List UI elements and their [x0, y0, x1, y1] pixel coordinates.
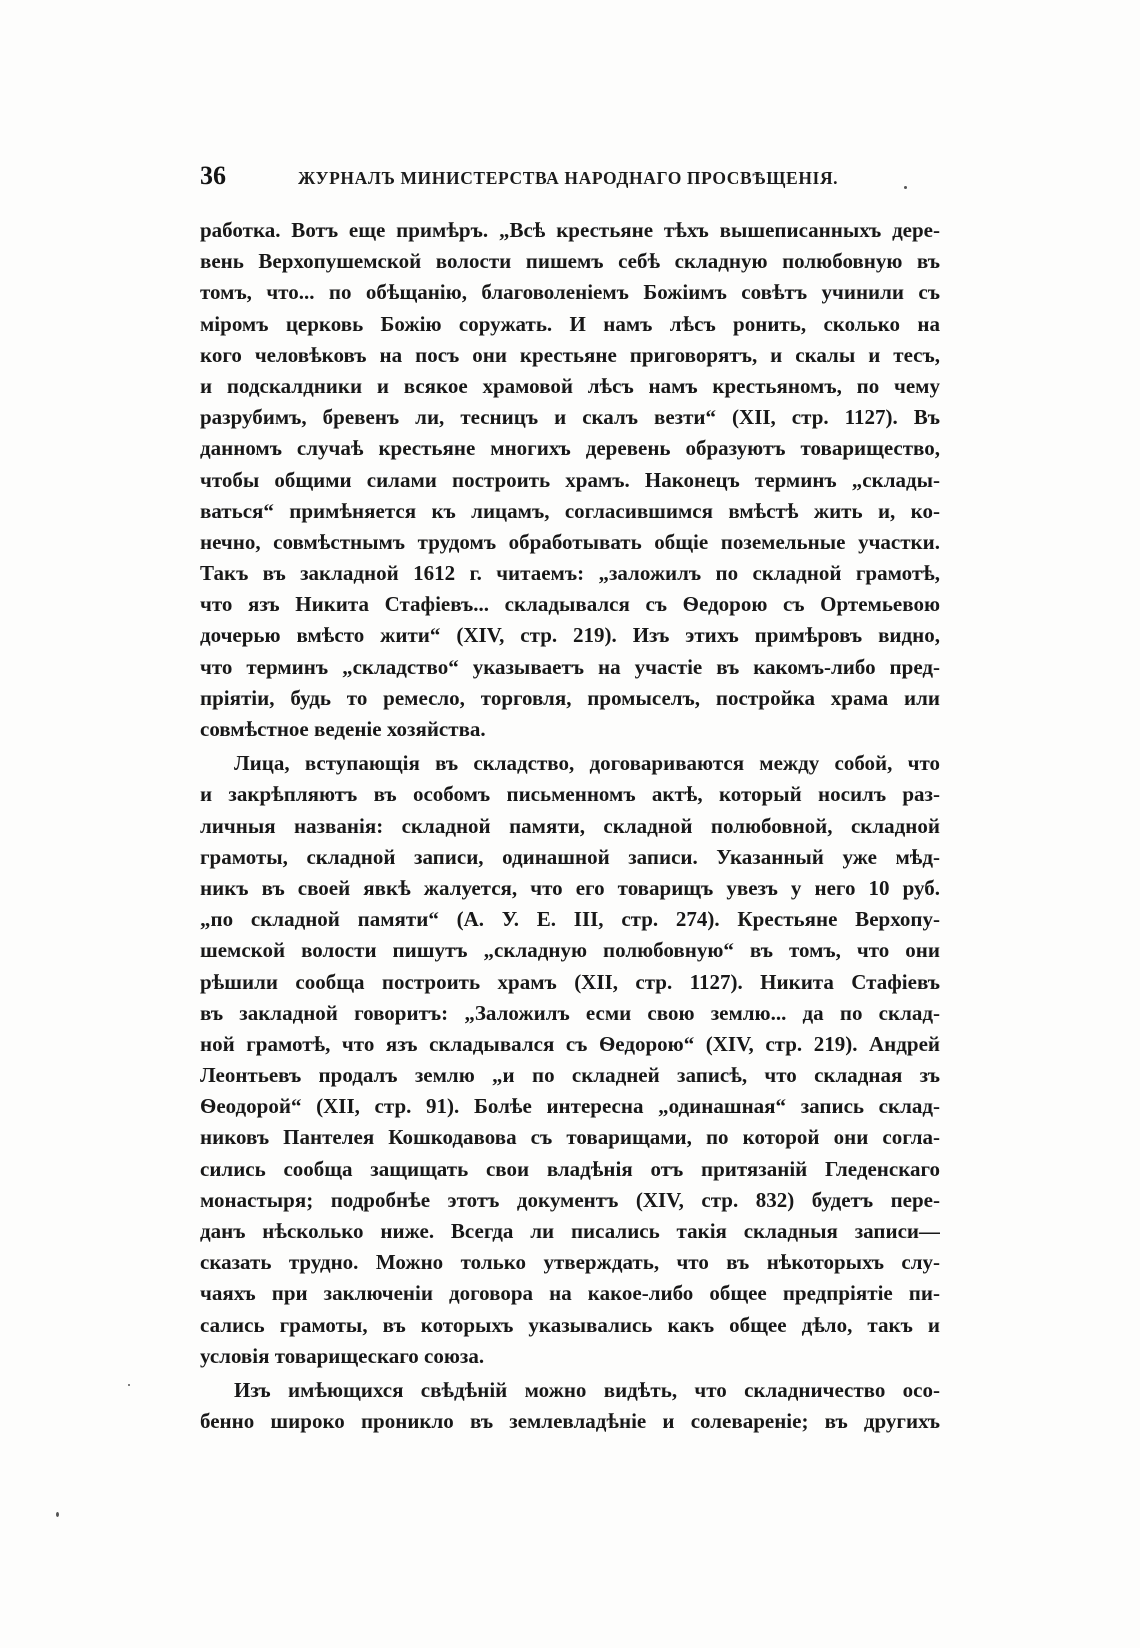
text-line: міромъ церковь Божію соружать. И намъ лѣсъ ронить, сколько на — [200, 311, 940, 336]
scan-speck — [904, 186, 907, 189]
text-line: нечно, совмѣстнымъ трудомъ обработывать общіе поземельные участки. — [200, 529, 940, 554]
paragraph-3 — [200, 1375, 940, 1437]
text-line: Лица, вступающія въ складство, договариваются между собой, что — [234, 751, 940, 776]
text-line: томъ, что... по обѣщанію, благоволеніемъ Божіимъ совѣтъ учинили съ — [200, 280, 940, 305]
text-line: бенно широко проникло въ землевладѣніе и солевареніе; въ другихъ — [200, 1409, 940, 1434]
text-line: Ѳеодорой“ (XII, стр. 91). Болѣе интересна „одинашная“ запись склад- — [200, 1094, 940, 1119]
text-line: данъ нѣсколько ниже. Всегда ли писались такія складныя записи— — [200, 1219, 940, 1243]
text-line: грамоты, складной записи, одинашной записи. Указанный уже мѣд- — [200, 844, 940, 869]
scan-speck — [128, 1384, 130, 1386]
text-line: Такъ въ закладной 1612 г. читаемъ: „заложилъ по складной грамотѣ, — [200, 561, 940, 586]
text-line: сказать трудно. Можно только утверждать, что въ нѣкоторыхъ слу- — [200, 1250, 940, 1275]
text-line: чаяхъ при заключеніи договора на какое-либо общее предпріятіе пи- — [200, 1281, 940, 1306]
text-line: данномъ случаѣ крестьяне многихъ деревень образуютъ товарищество, — [200, 436, 940, 461]
text-line: вень Верхопушемской волости пишемъ себѣ складную полюбовную въ — [200, 249, 940, 274]
text-line: монастыря; подробнѣе этотъ документъ (XIV, стр. 832) будетъ пере- — [200, 1187, 940, 1212]
text-line: сились сообща защищать свои владѣнія отъ притязаній Гледенскаго — [200, 1156, 940, 1181]
page-number: 36 — [200, 161, 226, 190]
text-line: пріятіи, будь то ремесло, торговля, промыселъ, постройка храма или — [200, 685, 940, 710]
running-title: ЖУРНАЛЪ МИНИСТЕРСТВА НАРОДНАГО ПРОСВѢЩЕНІЯ. — [298, 168, 839, 188]
text-line: совмѣстное веденіе хозяйства. — [200, 717, 486, 741]
text-line: дочерью вмѣсто жити“ (XIV, стр. 219). Изъ этихъ примѣровъ видно, — [200, 623, 940, 648]
body-text — [200, 215, 940, 1437]
text-line: разрубимъ, бревенъ ли, тесницъ и скалъ везти“ (XII, стр. 1127). Въ — [200, 405, 940, 430]
text-line: личныя названія: складной памяти, складной полюбовной, складной — [200, 813, 940, 838]
text-line: ваться“ примѣняется къ лицамъ, согласившимся вмѣстѣ жить и, ко- — [200, 498, 940, 523]
text-line: что язъ Никита Стафіевъ... складывался съ Ѳедорою съ Ортемьевою — [200, 592, 940, 617]
text-line: никъ въ своей явкѣ жалуется, что его товарищъ увезъ у него 10 руб. — [200, 875, 940, 900]
text-line: и закрѣпляютъ въ особомъ письменномъ актѣ, который носилъ раз- — [200, 782, 940, 807]
scan-speck — [56, 1512, 59, 1517]
text-line: въ закладной говоритъ: „Заложилъ есми свою землю... да по склад- — [200, 1000, 940, 1025]
text-line: Леонтьевъ продалъ землю „и по складней записѣ, что складная зъ — [200, 1063, 940, 1088]
paragraph-1 — [200, 215, 940, 745]
text-line: ной грамотѣ, что язъ складывался съ Ѳедорою“ (XIV, стр. 219). Андрей — [200, 1031, 940, 1056]
text-line: рѣшили сообща построить храмъ (XII, стр. 1127). Никита Стафіевъ — [200, 969, 940, 994]
text-line: чтобы общими силами построить храмъ. Наконецъ терминъ „склады- — [200, 467, 940, 492]
page-header — [200, 160, 940, 200]
text-line: что терминъ „складство“ указываетъ на участіе въ какомъ-либо пред- — [200, 654, 940, 679]
text-line: шемской волости пишутъ „складную полюбовную“ въ томъ, что они — [200, 938, 940, 963]
text-line: „по складной памяти“ (А. У. Е. III, стр. 274). Крестьяне Верхопу- — [200, 907, 940, 932]
text-line: Изъ имѣющихся свѣдѣній можно видѣть, что складничество осо- — [234, 1377, 940, 1402]
text-line: никовъ Пантелея Кошкодавова съ товарищами, по которой они согла- — [200, 1125, 940, 1150]
text-line: условія товарищескаго союза. — [200, 1343, 485, 1368]
text-line: работка. Вотъ еще примѣръ. „Всѣ крестьяне тѣхъ вышеписанныхъ дере- — [200, 218, 940, 242]
text-line: сались грамоты, въ которыхъ указывались какъ общее дѣло, такъ и — [200, 1312, 940, 1337]
text-line: и подскалдники и всякое храмовой лѣсъ намъ крестьяномъ, по чему — [200, 373, 940, 398]
paragraph-2 — [200, 748, 940, 1372]
text-line: кого человѣковъ на посъ они крестьяне приговорятъ, и скалы и тесъ, — [200, 342, 940, 367]
